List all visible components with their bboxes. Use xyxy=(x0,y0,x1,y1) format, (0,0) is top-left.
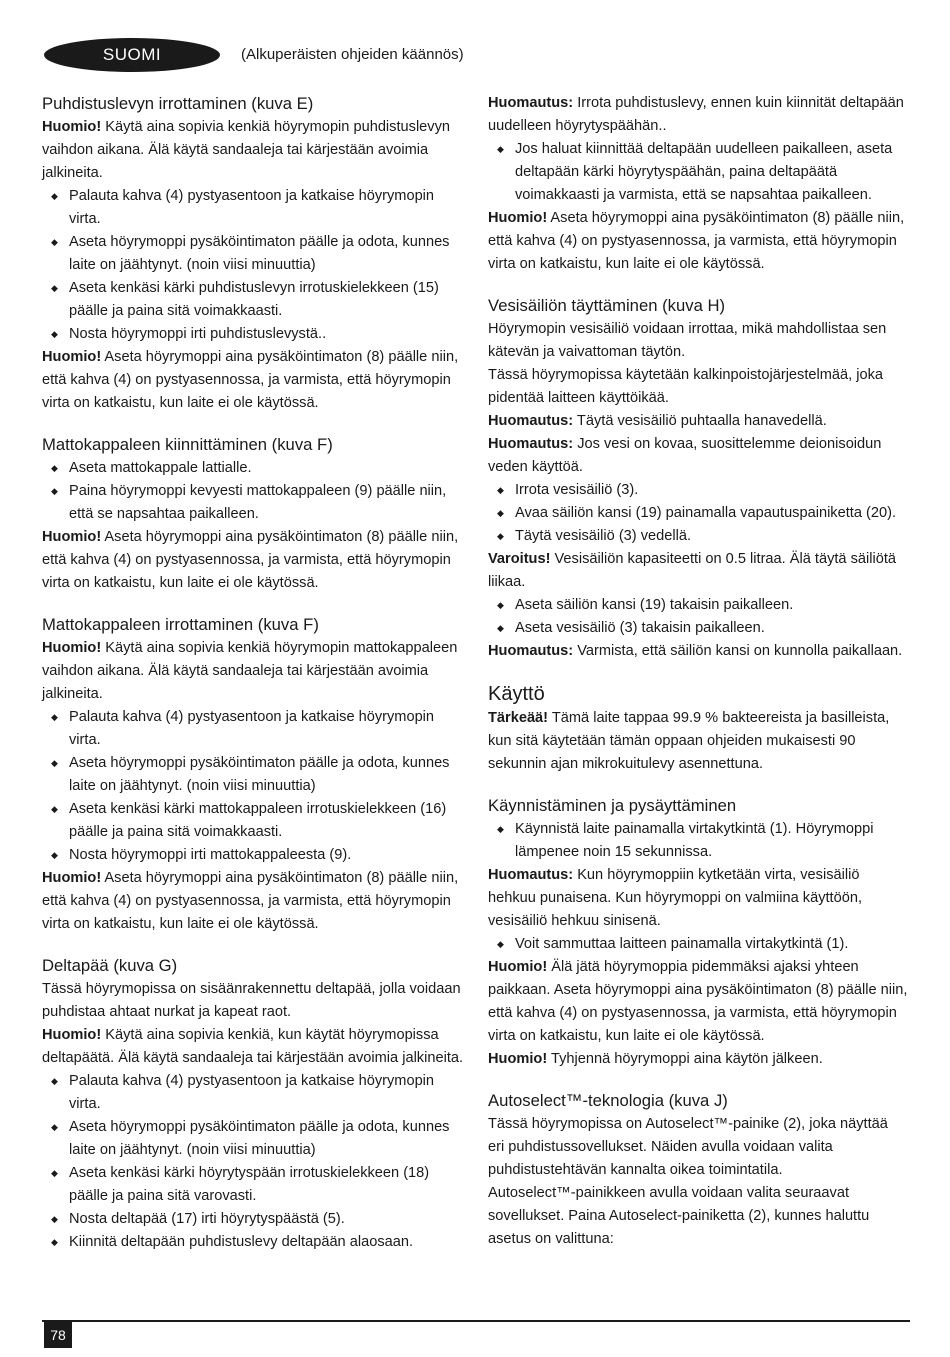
bullet-item xyxy=(42,1231,467,1254)
text: Varmista, että säiliön kansi on kunnolla paikallaan. xyxy=(573,643,903,659)
bullet-item xyxy=(42,231,467,277)
note-label: Huomio! xyxy=(42,119,102,135)
section xyxy=(42,92,467,415)
paragraph xyxy=(488,548,908,594)
text: Nosta höyrymoppi irti mattokappaleesta (9). xyxy=(69,847,352,863)
note-label: Huomautus: xyxy=(488,643,574,659)
section-heading: Deltapää (kuva G) xyxy=(42,956,178,975)
bullet-item xyxy=(42,323,467,346)
text: Nosta deltapää (17) irti höyrytyspäästä (5). xyxy=(69,1211,345,1227)
text: Tyhjennä höyrymoppi aina käytön jälkeen. xyxy=(547,1051,823,1067)
text: Autoselect™-painikkeen avulla voidaan valita seuraavat sovellukset. Paina Autoselect-painiketta (2), kunnes haluttu asetus on valittuna: xyxy=(488,1185,870,1247)
text: Höyrymopin vesisäiliö voidaan irrottaa, mikä mahdollistaa sen kätevän ja vaivattoman täytön. xyxy=(488,321,887,360)
paragraph xyxy=(42,637,467,706)
bullet-item xyxy=(488,818,908,864)
right-column xyxy=(488,92,908,1269)
text: Aseta höyrymoppi aina pysäköintimaton (8) päälle niin, että kahva (4) on pystyasennossa, ja varmista, että höyrymopin virta on katkaistu, kun laite ei ole käytössä. xyxy=(488,210,905,272)
note-label: Huomautus: xyxy=(488,413,574,429)
text: Täytä vesisäiliö puhtaalla hanavedellä. xyxy=(573,413,827,429)
paragraph xyxy=(488,1113,908,1182)
text: Käytä aina sopivia kenkiä höyrymopin mattokappaleen vaihdon aikana. Älä käytä sandaaleja tai kärjestään avoimia jalkineita. xyxy=(42,640,458,702)
text: Aseta höyrymoppi pysäköintimaton päälle ja odota, kunnes laite on jäähtynyt. (noin viisi minuuttia) xyxy=(69,1119,450,1158)
page-number: 78 xyxy=(44,1322,72,1348)
text: Palauta kahva (4) pystyasentoon ja katkaise höyrymopin virta. xyxy=(69,1073,435,1112)
text: Palauta kahva (4) pystyasentoon ja katkaise höyrymopin virta. xyxy=(69,709,435,748)
paragraph xyxy=(488,364,908,410)
footer-rule xyxy=(42,1320,910,1322)
section-heading: Mattokappaleen irrottaminen (kuva F) xyxy=(42,615,319,634)
text: Käytä aina sopivia kenkiä, kun käytät höyrymopissa deltapäätä. Älä käytä sandaaleja tai kärjestään avoimia jalkineita. xyxy=(42,1027,464,1066)
note-label: Huomautus: xyxy=(488,867,574,883)
bullet-item xyxy=(488,138,908,207)
section-heading: Autoselect™-teknologia (kuva J) xyxy=(488,1091,728,1110)
bullet-item xyxy=(42,1116,467,1162)
paragraph xyxy=(488,640,908,663)
text: Käynnistä laite painamalla virtakytkintä (1). Höyrymoppi lämpenee noin 15 sekunnissa. xyxy=(515,821,874,860)
text: Aseta vesisäiliö (3) takaisin paikalleen. xyxy=(515,620,765,636)
paragraph xyxy=(42,346,467,415)
text: Irrota vesisäiliö (3). xyxy=(515,482,639,498)
section xyxy=(488,92,908,276)
section-heading: Käynnistäminen ja pysäyttäminen xyxy=(488,796,737,815)
text: Tässä höyrymopissa käytetään kalkinpoistojärjestelmää, joka pidentää laitteen käyttöikää. xyxy=(488,367,884,406)
section xyxy=(488,794,908,1071)
section xyxy=(42,954,467,1254)
bullet-item xyxy=(42,277,467,323)
text: Jos haluat kiinnittää deltapään uudelleen paikalleen, aseta deltapään kärki höyrytyspäähän, paina deltapäätä voimakkaasti ja varmista, että se napsahtaa paikalleen. xyxy=(515,141,893,203)
paragraph xyxy=(488,707,908,776)
left-column xyxy=(42,92,467,1272)
paragraph xyxy=(42,526,467,595)
text: Irrota puhdistuslevy, ennen kuin kiinnität deltapään uudelleen höyrytyspäähän.. xyxy=(488,95,904,134)
paragraph xyxy=(488,864,908,933)
text: Aseta höyrymoppi aina pysäköintimaton (8) päälle niin, että kahva (4) on pystyasennossa, ja varmista, että höyrymopin virta on katkaistu, kun laite ei ole käytössä. xyxy=(42,529,459,591)
bullet-item xyxy=(488,502,908,525)
section xyxy=(42,433,467,595)
text: Kun höyrymoppiin kytketään virta, vesisäiliö hehkuu punaisena. Kun höyrymoppi on valmiina käyttöön, vesisäiliö hehkuu sinisenä. xyxy=(488,867,863,929)
paragraph xyxy=(488,318,908,364)
text: Aseta höyrymoppi aina pysäköintimaton (8) päälle niin, että kahva (4) on pystyasennossa, ja varmista, että höyrymopin virta on katkaistu, kun laite ei ole käytössä. xyxy=(42,870,459,932)
note-label: Varoitus! xyxy=(488,551,551,567)
paragraph xyxy=(488,433,908,479)
bullet-item xyxy=(42,1070,467,1116)
text: Älä jätä höyrymoppia pidemmäksi ajaksi yhteen paikkaan. Aseta höyrymoppi aina pysäköintimaton (8) päälle niin, että kahva (4) on pystyasennossa, ja varmista, että höyrymopin virta on katkaistu, kun laite ei ole käytössä. xyxy=(488,959,908,1044)
section-heading: Mattokappaleen kiinnittäminen (kuva F) xyxy=(42,435,333,454)
text: Aseta höyrymoppi pysäköintimaton päälle ja odota, kunnes laite on jäähtynyt. (noin viisi minuuttia) xyxy=(69,234,450,273)
text: Aseta höyrymoppi aina pysäköintimaton (8) päälle niin, että kahva (4) on pystyasennossa, ja varmista, että höyrymopin virta on katkaistu, kun laite ei ole käytössä. xyxy=(42,349,459,411)
paragraph xyxy=(488,1182,908,1251)
note-label: Huomio! xyxy=(42,870,102,886)
bullet-item xyxy=(42,752,467,798)
text: Aseta höyrymoppi pysäköintimaton päälle ja odota, kunnes laite on jäähtynyt. (noin viisi minuuttia) xyxy=(69,755,450,794)
paragraph xyxy=(488,92,908,138)
paragraph xyxy=(42,1024,467,1070)
bullet-item xyxy=(42,844,467,867)
text: Palauta kahva (4) pystyasentoon ja katkaise höyrymopin virta. xyxy=(69,188,435,227)
section xyxy=(42,613,467,936)
text: Nosta höyrymoppi irti puhdistuslevystä.. xyxy=(69,326,327,342)
note-label: Huomio! xyxy=(488,1051,548,1067)
text: Aseta säiliön kansi (19) takaisin paikalleen. xyxy=(515,597,794,613)
section-heading: Puhdistuslevyn irrottaminen (kuva E) xyxy=(42,94,314,113)
paragraph xyxy=(488,956,908,1048)
note-label: Huomio! xyxy=(488,210,548,226)
text: Aseta mattokappale lattialle. xyxy=(69,460,252,476)
paragraph xyxy=(42,867,467,936)
text: Kiinnitä deltapään puhdistuslevy deltapään alaosaan. xyxy=(69,1234,414,1250)
bullet-item xyxy=(42,706,467,752)
paragraph xyxy=(42,116,467,185)
bullet-item xyxy=(42,480,467,526)
note-label: Huomio! xyxy=(42,529,102,545)
text: Vesisäiliön kapasiteetti on 0.5 litraa. Älä täytä säiliötä liikaa. xyxy=(488,551,897,590)
text: Aseta kenkäsi kärki höyrytyspään irrotuskielekkeen (18) päälle ja paina sitä varovasti. xyxy=(69,1165,430,1204)
bullet-item xyxy=(488,479,908,502)
text: Jos vesi on kovaa, suosittelemme deionisoidun veden käyttöä. xyxy=(488,436,882,475)
section-heading: Vesisäiliön täyttäminen (kuva H) xyxy=(488,296,726,315)
paragraph xyxy=(488,1048,908,1071)
bullet-item xyxy=(488,933,908,956)
section-heading: Käyttö xyxy=(488,683,545,705)
bullet-item xyxy=(42,1162,467,1208)
paragraph xyxy=(42,978,467,1024)
paragraph xyxy=(488,410,908,433)
note-label: Tärkeää! xyxy=(488,710,549,726)
text: Täytä vesisäiliö (3) vedellä. xyxy=(515,528,692,544)
bullet-item xyxy=(42,185,467,231)
text: Aseta kenkäsi kärki mattokappaleen irrotuskielekkeen (16) päälle ja paina sitä voimakkaasti. xyxy=(69,801,447,840)
note-label: Huomio! xyxy=(42,1027,102,1043)
bullet-item xyxy=(488,594,908,617)
paragraph xyxy=(488,207,908,276)
note-label: Huomio! xyxy=(42,640,102,656)
section xyxy=(488,681,908,776)
text: Voit sammuttaa laitteen painamalla virtakytkintä (1). xyxy=(515,936,849,952)
section xyxy=(488,1089,908,1251)
note-label: Huomio! xyxy=(42,349,102,365)
note-label: Huomautus: xyxy=(488,436,574,452)
text: Käytä aina sopivia kenkiä höyrymopin puhdistuslevyn vaihdon aikana. Älä käytä sandaaleja tai kärjestään avoimia jalkineita. xyxy=(42,119,451,181)
note-label: Huomio! xyxy=(488,959,548,975)
note-label: Huomautus: xyxy=(488,95,574,111)
bullet-item xyxy=(488,525,908,548)
text: Tässä höyrymopissa on sisäänrakennettu deltapää, jolla voidaan puhdistaa ahtaat nurkat ja kapeat raot. xyxy=(42,981,461,1020)
language-tab: SUOMI xyxy=(44,38,220,72)
text: Avaa säiliön kansi (19) painamalla vapautuspainiketta (20). xyxy=(515,505,897,521)
page-subtitle: (Alkuperäisten ohjeiden käännös) xyxy=(241,46,464,63)
text: Tämä laite tappaa 99.9 % bakteereista ja basilleista, kun sitä käytetään tämän oppaan ohjeiden mukaisesti 90 sekunnin ajan mikrokuitulevy asennettuna. xyxy=(488,710,890,772)
text: Tässä höyrymopissa on Autoselect™-painike (2), joka näyttää eri puhdistussovellukset. Näiden avulla voidaan valita puhdistustehtävän kannalta oikea toimintatila. xyxy=(488,1116,888,1178)
text: Aseta kenkäsi kärki puhdistuslevyn irrotuskielekkeen (15) päälle ja paina sitä voimakkaasti. xyxy=(69,280,439,319)
bullet-item xyxy=(42,1208,467,1231)
text: Paina höyrymoppi kevyesti mattokappaleen (9) päälle niin, että se napsahtaa paikalleen. xyxy=(69,483,447,522)
section xyxy=(488,294,908,663)
bullet-item xyxy=(488,617,908,640)
bullet-item xyxy=(42,457,467,480)
bullet-item xyxy=(42,798,467,844)
